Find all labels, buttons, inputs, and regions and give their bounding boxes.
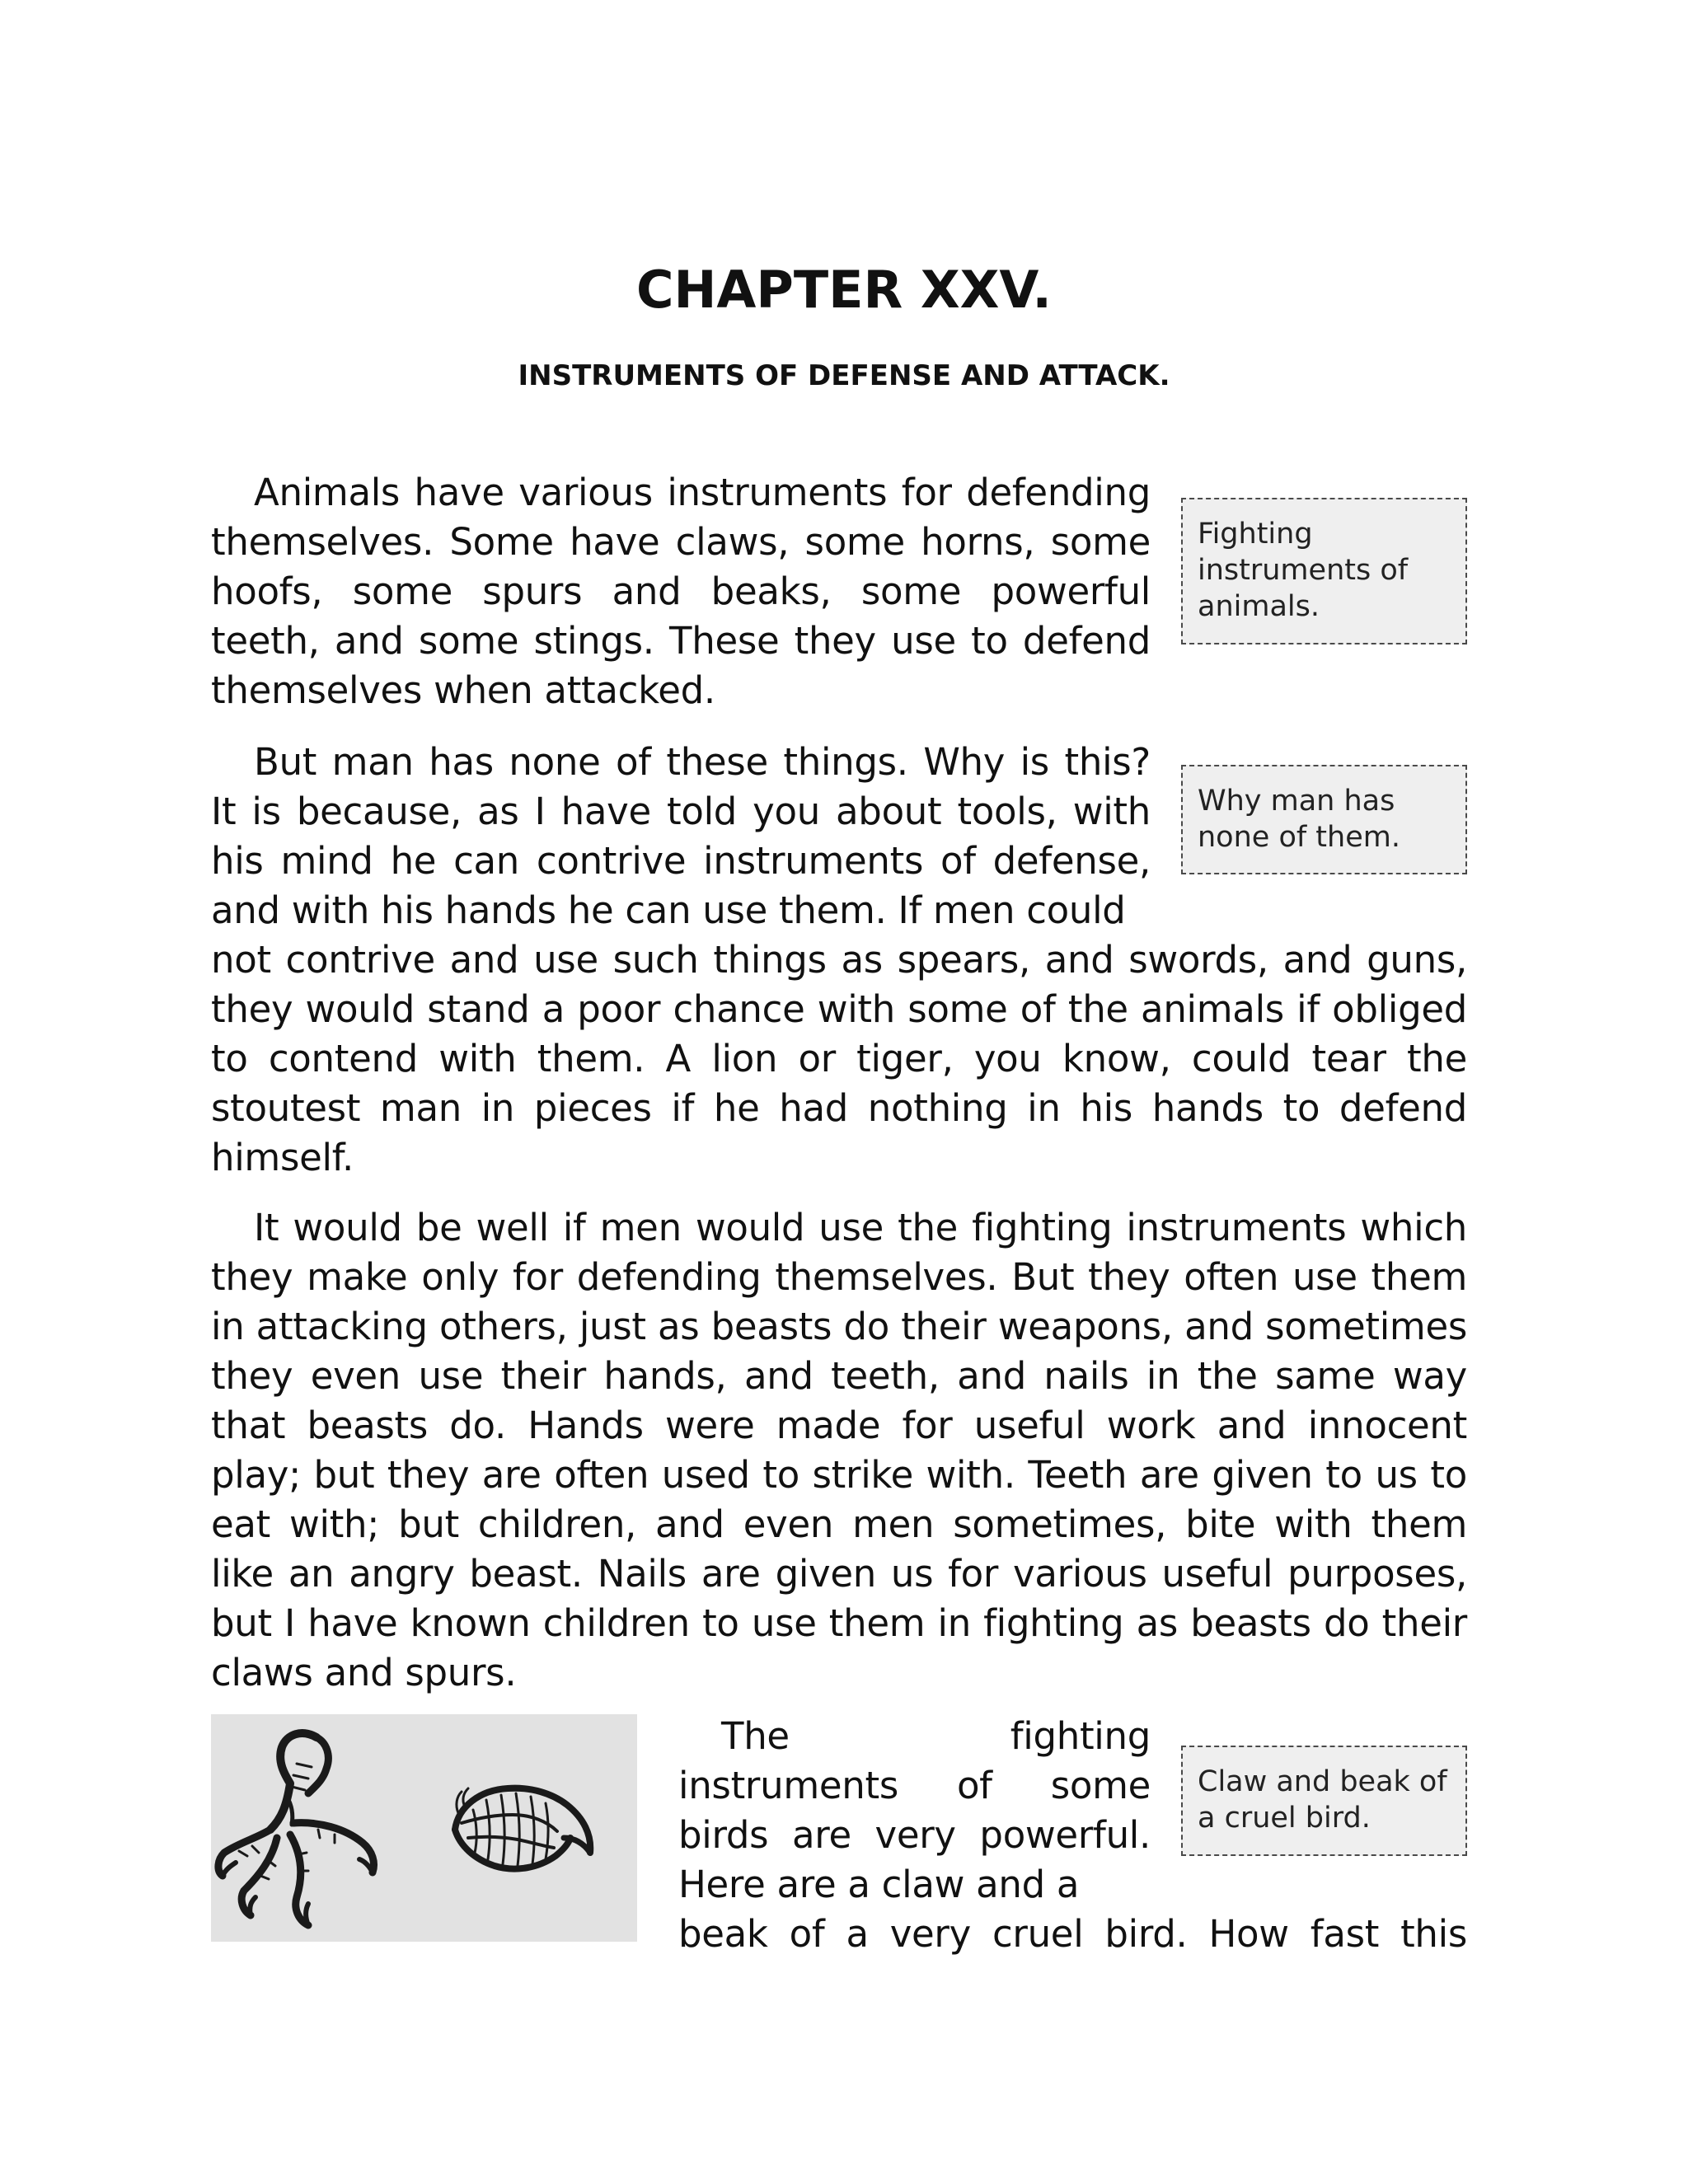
paragraph-3: It would be well if men would use the fighting instruments which they make only for defending themselves. But they often use them in attacking others, just as beasts do their weapons, and sometimes they even use their hands, and teeth, and nails in the same way that beasts do. Hands were made for useful work and innocent play; but they are often used to strike with. Teeth are given to us to eat with; but children, and even men sometimes, bite with them like an angry beast. Nails are given us for various useful purposes, but I have known children to use them in fighting as beasts do their claws and spurs. [211,1206,1467,1694]
margin-note-fighting-instruments: Fighting instruments of animals. [1181,498,1467,644]
paragraph-4-top: The fighting instruments of some birds are very powerful. Here are a claw and a [678,1714,1151,1906]
paragraph-4-bottom: beak of a very cruel bird. How fast this [678,1912,1467,1956]
paragraph-2-top: But man has none of these things. Why is this? It is because, as I have told you about tools, with his mind he can contrive instruments of defense, and with his hands he can use them. If men could [211,740,1151,932]
claw-and-beak-illustration [211,1714,637,1942]
paragraph-2-bottom: not contrive and use such things as spears, and swords, and guns, they would stand a poor chance with some of the animals if obliged to contend with them. A lion or tiger, you know, could tear the stoutest man in pieces if he had nothing in his hands to defend himself. [211,938,1467,1179]
margin-note-why-man: Why man has none of them. [1181,765,1467,874]
chapter-subtitle: INSTRUMENTS OF DEFENSE AND ATTACK. [518,359,1170,392]
chapter-title: CHAPTER XXV. [636,260,1052,320]
margin-note-claw-and-beak: Claw and beak of a cruel bird. [1181,1746,1467,1856]
paragraph-1: Animals have various instruments for defending themselves. Some have claws, some horns, some hoofs, some spurs and beaks, some powerful teeth, and some stings. These they use to defend themselves when attacked. [211,471,1151,712]
